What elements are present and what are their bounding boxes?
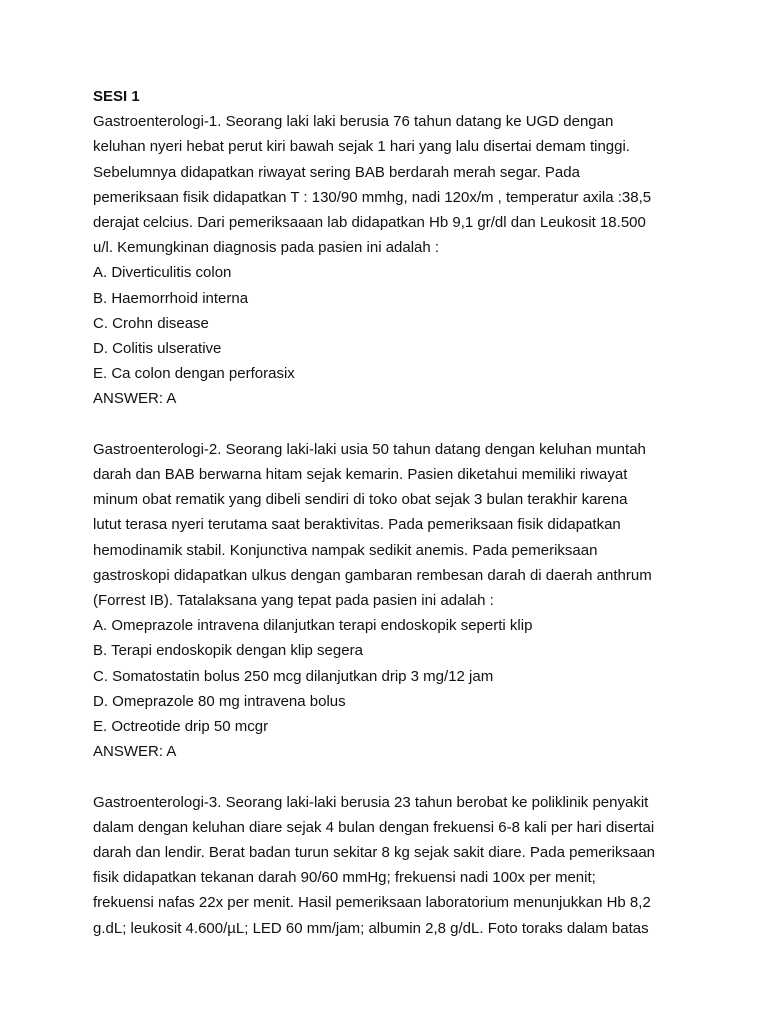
stem-line: (Forrest IB). Tatalaksana yang tepat pada pasien ini adalah : <box>93 592 494 610</box>
stem-line: derajat celcius. Dari pemeriksaaan lab didapatkan Hb 9,1 gr/dl dan Leukosit 18.500 <box>93 214 646 232</box>
stem-line: dalam dengan keluhan diare sejak 4 bulan dengan frekuensi 6-8 kali per hari disertai <box>93 818 655 836</box>
option-c: C. Crohn disease <box>93 314 209 332</box>
stem-line: darah dan BAB berwarna hitam sejak kemarin. Pasien diketahui memiliki riwayat <box>93 466 628 484</box>
option-b: B. Haemorrhoid interna <box>93 289 249 307</box>
answer-key: ANSWER: A <box>93 390 177 408</box>
option-d: D. Colitis ulserative <box>93 340 222 358</box>
stem-line: keluhan nyeri hebat perut kiri bawah sejak 1 hari yang lalu disertai demam tinggi. <box>93 138 630 156</box>
option-e: E. Ca colon dengan perforasix <box>93 365 295 383</box>
stem-line: Sebelumnya didapatkan riwayat sering BAB berdarah merah segar. Pada <box>93 163 580 181</box>
question-stem <box>93 437 693 613</box>
stem-line: Gastroenterologi-2. Seorang laki-laki usia 50 tahun datang dengan keluhan muntah <box>93 440 646 458</box>
question-stem <box>93 109 693 260</box>
stem-line: fisik didapatkan tekanan darah 90/60 mmHg; frekuensi nadi 100x per menit; <box>93 869 596 887</box>
stem-line: frekuensi nafas 22x per menit. Hasil pemeriksaan laboratorium menunjukkan Hb 8,2 <box>93 894 651 912</box>
stem-line: g.dL; leukosit 4.600/µL; LED 60 mm/jam; albumin 2,8 g/dL. Foto toraks dalam batas <box>93 919 649 937</box>
stem-line: pemeriksaan fisik didapatkan T : 130/90 mmhg, nadi 120x/m , temperatur axila :38,5 <box>93 188 652 206</box>
session-title: SESI 1 <box>93 88 140 105</box>
stem-line: u/l. Kemungkinan diagnosis pada pasien ini adalah : <box>93 239 440 257</box>
stem-line: Gastroenterologi-3. Seorang laki-laki berusia 23 tahun berobat ke poliklinik penyakit <box>93 793 649 811</box>
stem-line: darah dan lendir. Berat badan turun sekitar 8 kg sejak sakit diare. Pada pemeriksaan <box>93 844 656 862</box>
answer-options <box>93 613 693 739</box>
answer-options <box>93 260 693 386</box>
question-1 <box>93 109 693 411</box>
question-3 <box>93 790 693 941</box>
stem-line: Gastroenterologi-1. Seorang laki laki berusia 76 tahun datang ke UGD dengan <box>93 113 614 131</box>
option-a: A. Omeprazole intravena dilanjutkan terapi endoskopik seperti klip <box>93 617 533 635</box>
document-page <box>93 84 693 941</box>
option-d: D. Omeprazole 80 mg intravena bolus <box>93 692 346 710</box>
question-stem <box>93 790 693 941</box>
option-b: B. Terapi endoskopik dengan klip segera <box>93 642 363 660</box>
option-a: A. Diverticulitis colon <box>93 264 232 282</box>
option-e: E. Octreotide drip 50 mcgr <box>93 718 269 736</box>
stem-line: minum obat rematik yang dibeli sendiri di toko obat sejak 3 bulan terakhir karena <box>93 491 628 509</box>
stem-line: hemodinamik stabil. Konjunctiva nampak sedikit anemis. Pada pemeriksaan <box>93 541 598 559</box>
answer-key: ANSWER: A <box>93 743 177 761</box>
stem-line: lutut terasa nyeri terutama saat beraktivitas. Pada pemeriksaan fisik didapatkan <box>93 516 621 534</box>
option-c: C. Somatostatin bolus 250 mcg dilanjutkan drip 3 mg/12 jam <box>93 667 494 685</box>
stem-line: gastroskopi didapatkan ulkus dengan gambaran rembesan darah di daerah anthrum <box>93 566 652 584</box>
question-2 <box>93 437 693 765</box>
